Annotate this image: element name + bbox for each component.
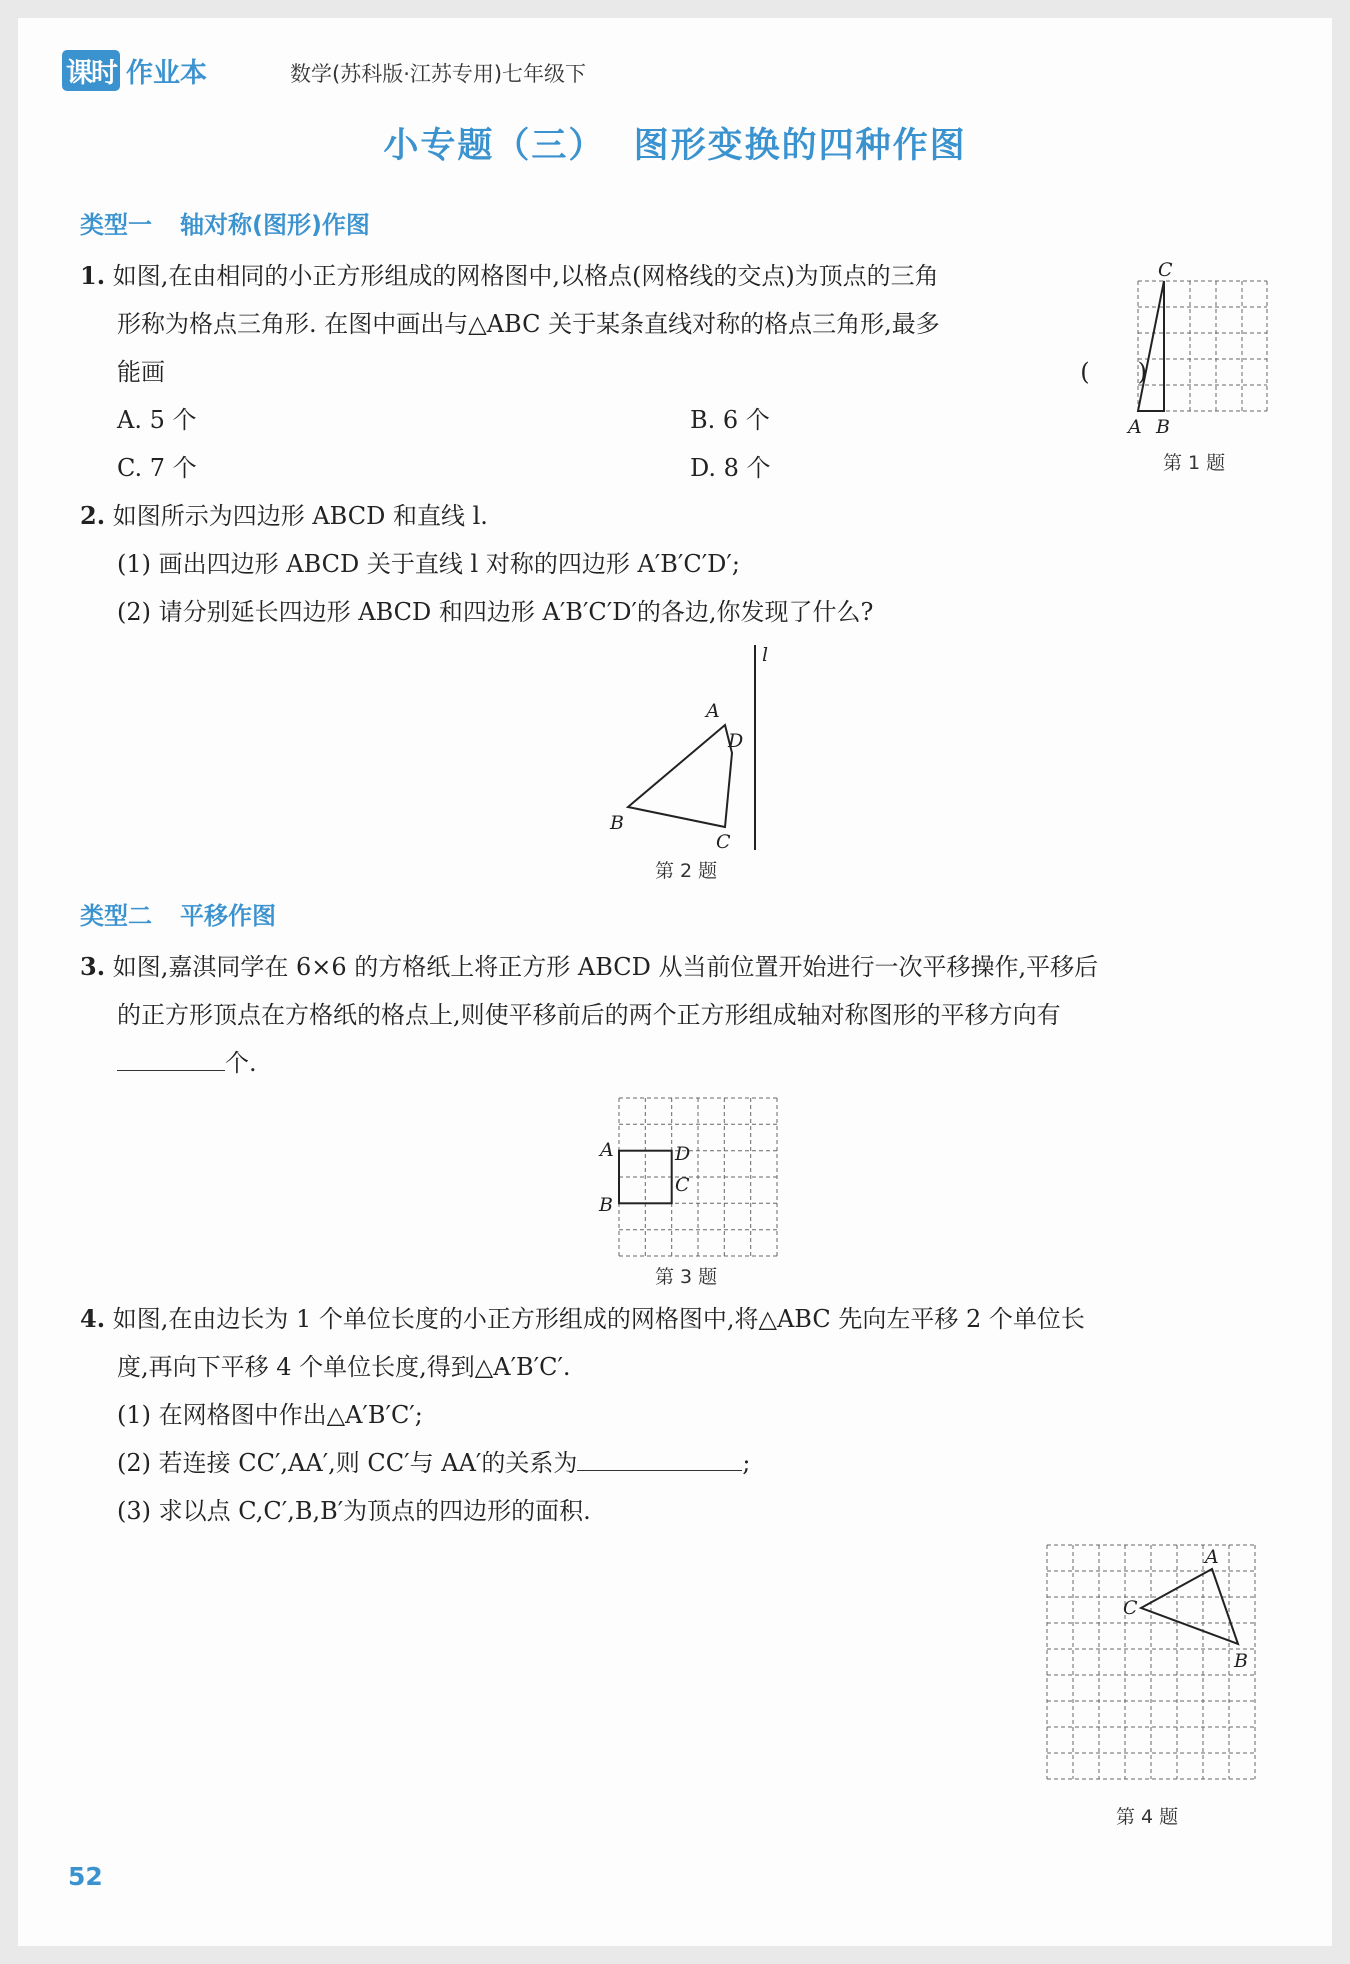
q3-line-3-tail: 个. (225, 1049, 257, 1077)
q2-quadrilateral-abcd (628, 725, 732, 827)
q1-option-a: A. 5 个 (117, 406, 197, 434)
q2-block (80, 492, 873, 636)
q3-line-2: 的正方形顶点在方格纸的格点上,则使平移前后的两个正方形组成轴对称图形的平移方向有 (117, 1001, 1061, 1029)
q4-line-1: 如图,在由边长为 1 个单位长度的小正方形组成的网格图中,将△ABC 先向左平移 2 个单位长 (112, 1305, 1085, 1333)
q2-label-c: C (716, 831, 731, 853)
page-title: 小专题（三） 图形变换的四种作图 (383, 126, 967, 166)
q1-option-b: B. 6 个 (690, 406, 770, 434)
q2-number: 2. (80, 501, 106, 530)
q4-number: 4. (80, 1304, 106, 1333)
q3-grid (619, 1098, 777, 1256)
q4-answer-blank[interactable] (577, 1470, 742, 1471)
page-number: 52 (68, 1862, 103, 1891)
q1-caption: 第 1 题 (1163, 452, 1226, 474)
q2-part-2: (2) 请分别延长四边形 ABCD 和四边形 A′B′C′D′的各边,你发现了什么? (117, 598, 874, 626)
q1-line-3: 能画 (117, 358, 165, 386)
section-1-heading (80, 205, 370, 240)
q2-label-b: B (610, 812, 624, 834)
q4-block (80, 1295, 1085, 1535)
section-2-heading (80, 896, 276, 931)
book-subtitle: 数学(苏科版·江苏专用)七年级下 (290, 62, 587, 86)
q3-label-a: A (600, 1139, 614, 1161)
q3-figure (595, 1090, 795, 1265)
q1-triangle-abc (1138, 281, 1164, 411)
q1-label-c: C (1158, 259, 1173, 281)
q4-part-2-tail: ; (742, 1449, 751, 1477)
q2-figure (600, 635, 790, 860)
q3-number: 3. (80, 952, 106, 981)
q4-caption: 第 4 题 (1116, 1806, 1179, 1828)
brand-box: 课时 (62, 50, 120, 91)
q4-figure (1035, 1535, 1275, 1797)
q1-label-b: B (1156, 416, 1170, 438)
q3-label-d: D (675, 1143, 691, 1165)
q4-part-3: (3) 求以点 C,C′,B,B′为顶点的四边形的面积. (117, 1497, 591, 1525)
q3-answer-blank[interactable] (117, 1070, 225, 1071)
q4-part-1: (1) 在网格图中作出△A′B′C′; (117, 1401, 423, 1429)
q1-line-1: 如图,在由相同的小正方形组成的网格图中,以格点(网格线的交点)为顶点的三角 (112, 262, 939, 290)
q3-block (80, 943, 1098, 1087)
q3-label-c: C (675, 1174, 690, 1196)
q1-answer-paren: ( ) (1080, 358, 1147, 386)
section-2-name: 平移作图 (180, 902, 276, 930)
q4-label-a: A (1205, 1546, 1219, 1568)
q1-block (80, 252, 1147, 396)
q1-grid (1138, 281, 1267, 411)
q2-label-l: l (762, 644, 769, 666)
section-1-label: 类型一 (80, 211, 152, 239)
q3-line-1: 如图,嘉淇同学在 6×6 的方格纸上将正方形 ABCD 从当前位置开始进行一次平移操作,平移后 (112, 953, 1099, 981)
q4-triangle-abc (1141, 1569, 1238, 1644)
q4-line-2: 度,再向下平移 4 个单位长度,得到△A′B′C′. (117, 1353, 571, 1381)
q1-number: 1. (80, 261, 106, 290)
q1-line-2: 形称为格点三角形. 在图中画出与△ABC 关于某条直线对称的格点三角形,最多 (117, 310, 940, 338)
q2-label-a: A (706, 700, 720, 722)
brand-text: 作业本 (126, 58, 207, 89)
q1-option-c: C. 7 个 (117, 454, 197, 482)
brand-logo (62, 50, 207, 91)
q4-label-b: B (1234, 1650, 1248, 1672)
section-1-name: 轴对称(图形)作图 (180, 211, 370, 239)
q4-part-2-head: (2) 若连接 CC′,AA′,则 CC′与 AA′的关系为 (117, 1449, 578, 1477)
q1-figure (1120, 255, 1280, 445)
q1-label-a: A (1128, 416, 1142, 438)
q4-label-c: C (1123, 1597, 1138, 1619)
q3-label-b: B (599, 1194, 613, 1216)
q2-caption: 第 2 题 (655, 860, 718, 882)
q2-line-1: 如图所示为四边形 ABCD 和直线 l. (112, 502, 488, 530)
q1-option-d: D. 8 个 (690, 454, 771, 482)
q4-grid (1047, 1545, 1255, 1779)
q3-caption: 第 3 题 (655, 1266, 718, 1288)
q2-label-d: D (728, 730, 744, 752)
q2-part-1: (1) 画出四边形 ABCD 关于直线 l 对称的四边形 A′B′C′D′; (117, 550, 740, 578)
section-2-label: 类型二 (80, 902, 152, 930)
